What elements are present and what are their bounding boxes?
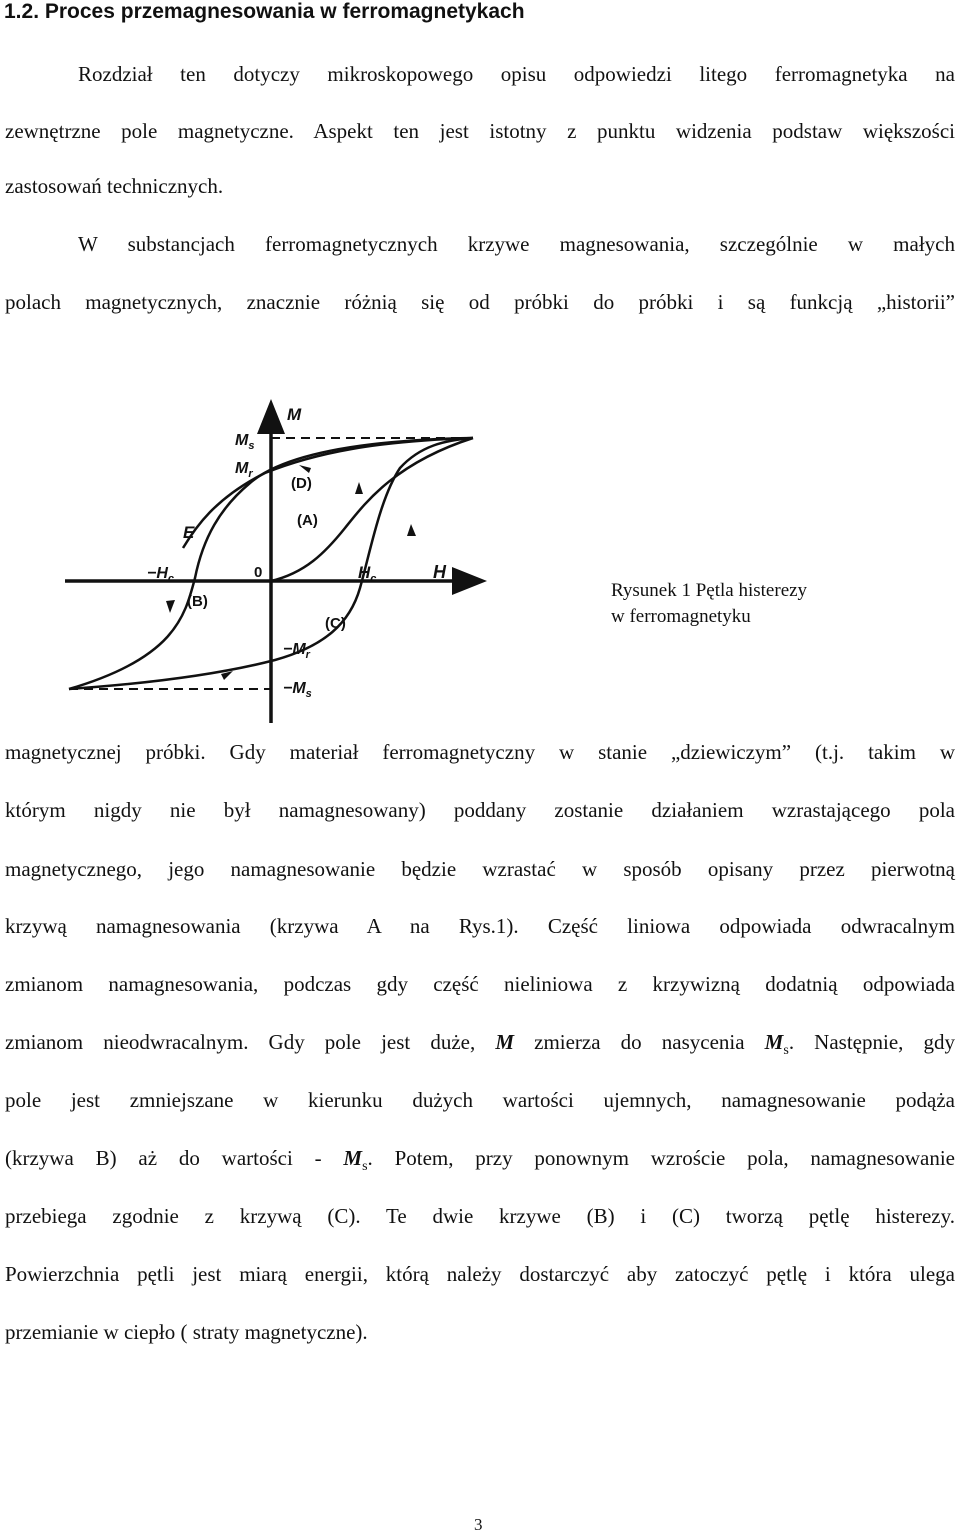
arrow-b (166, 600, 175, 613)
arrow-a2 (407, 524, 416, 536)
label-neg-ms: $-M_s$ (283, 680, 312, 700)
para3-line-9: przebiega zgodnie z krzywą (C). Te dwie krzywe (B) i (C) tworzą pętlę histerezy. (5, 1204, 955, 1228)
para3-line-pole: pole jest zmniejszane w kierunku dużych wartości ujemnych, namagnesowanie podąża (5, 1088, 955, 1112)
krzywa-b-text-post: . Potem, przy ponownym wzroście pola, namagnesowanie (367, 1146, 955, 1170)
para1-line-3: zastosowań technicznych. (5, 174, 224, 198)
symbol-ms-subscript: s (783, 1043, 789, 1059)
label-e: E (183, 523, 195, 542)
para3-line-3: magnetycznego, jego namagnesowanie będzie wzrastać w sposób opisany przez pierwotną (5, 857, 955, 881)
arrow-d (299, 465, 311, 473)
hysteresis-figure (35, 388, 575, 733)
para3-line-5: zmianom namagnesowania, podczas gdy część nieliniowa z krzywizną dodatnią odpowiada (5, 972, 955, 996)
symbol-neg-ms-subscript: s (362, 1159, 368, 1175)
para2-line-1: W substancjach ferromagnetycznych krzywe magnesowania, szczególnie w małych (78, 232, 955, 256)
arrow-a (355, 482, 363, 494)
nasycenie-text-pre: zmianom nieodwracalnym. Gdy pole jest duże, (5, 1030, 496, 1054)
label-ms: $M_s$ (235, 432, 255, 452)
para3-line-nasycenie (5, 1028, 955, 1065)
krzywa-b-text-pre: (krzywa B) aż do wartości - (5, 1146, 344, 1170)
nasycenie-text-post: . Następnie, gdy (788, 1030, 955, 1054)
label-curve-c: (C) (325, 615, 346, 632)
para3-line-4: krzywą namagnesowania (krzywa A na Rys.1). Część liniowa odpowiada odwracalnym (5, 914, 955, 938)
origin-label: 0 (254, 564, 263, 581)
para3-line-2: którym nigdy nie był namagnesowany) poddany zostanie działaniem wzrastającego pola (5, 798, 955, 822)
para3-line-11: przemianie w ciepło ( straty magnetyczne). (5, 1320, 368, 1344)
label-mr: $M_r$ (235, 460, 253, 480)
axis-label-h: H (433, 562, 446, 582)
label-curve-d: (D) (291, 475, 312, 492)
figure-caption (611, 578, 807, 630)
para2-line-2: polach magnetycznych, znacznie różnią się od próbki do próbki i są funkcją „historii” (5, 290, 955, 314)
label-hc: $H_c$ (358, 563, 377, 585)
symbol-m: M (495, 1030, 515, 1054)
para1-line-1: Rozdział ten dotyczy mikroskopowego opisu odpowiedzi litego ferromagnetyka na (78, 62, 955, 86)
symbol-neg-ms: M (343, 1146, 363, 1170)
axis-label-m: M (287, 405, 302, 424)
para3-line-1: magnetycznej próbki. Gdy materiał ferromagnetyczny w stanie „dziewiczym” (t.j. takim w (5, 740, 955, 764)
label-curve-a: (A) (297, 512, 318, 529)
para3-line-10: Powierzchnia pętli jest miarą energii, którą należy dostarczyć aby zatoczyć pętlę i która ulega (5, 1262, 955, 1286)
page-number: 3 (474, 1515, 483, 1534)
hysteresis-loop-diagram (35, 388, 575, 733)
label-neg-hc: $-H_c$ (147, 565, 175, 585)
para3-line-krzywa-b (5, 1144, 955, 1181)
label-neg-mr: $-M_r$ (283, 641, 310, 661)
symbol-ms: M (764, 1030, 784, 1054)
para1-line-2: zewnętrzne pole magnetyczne. Aspekt ten jest istotny z punktu widzenia podstaw większości (5, 119, 955, 143)
nasycenie-text-mid: zmierza do nasycenia (514, 1030, 765, 1054)
label-curve-b: (B) (187, 593, 208, 610)
caption-line-1: Rysunek 1 Pętla histerezy (611, 580, 808, 601)
section-heading: 1.2. Proces przemagnesowania w ferromagnetykach (4, 0, 525, 23)
caption-line-2: w ferromagnetyku (611, 606, 751, 627)
